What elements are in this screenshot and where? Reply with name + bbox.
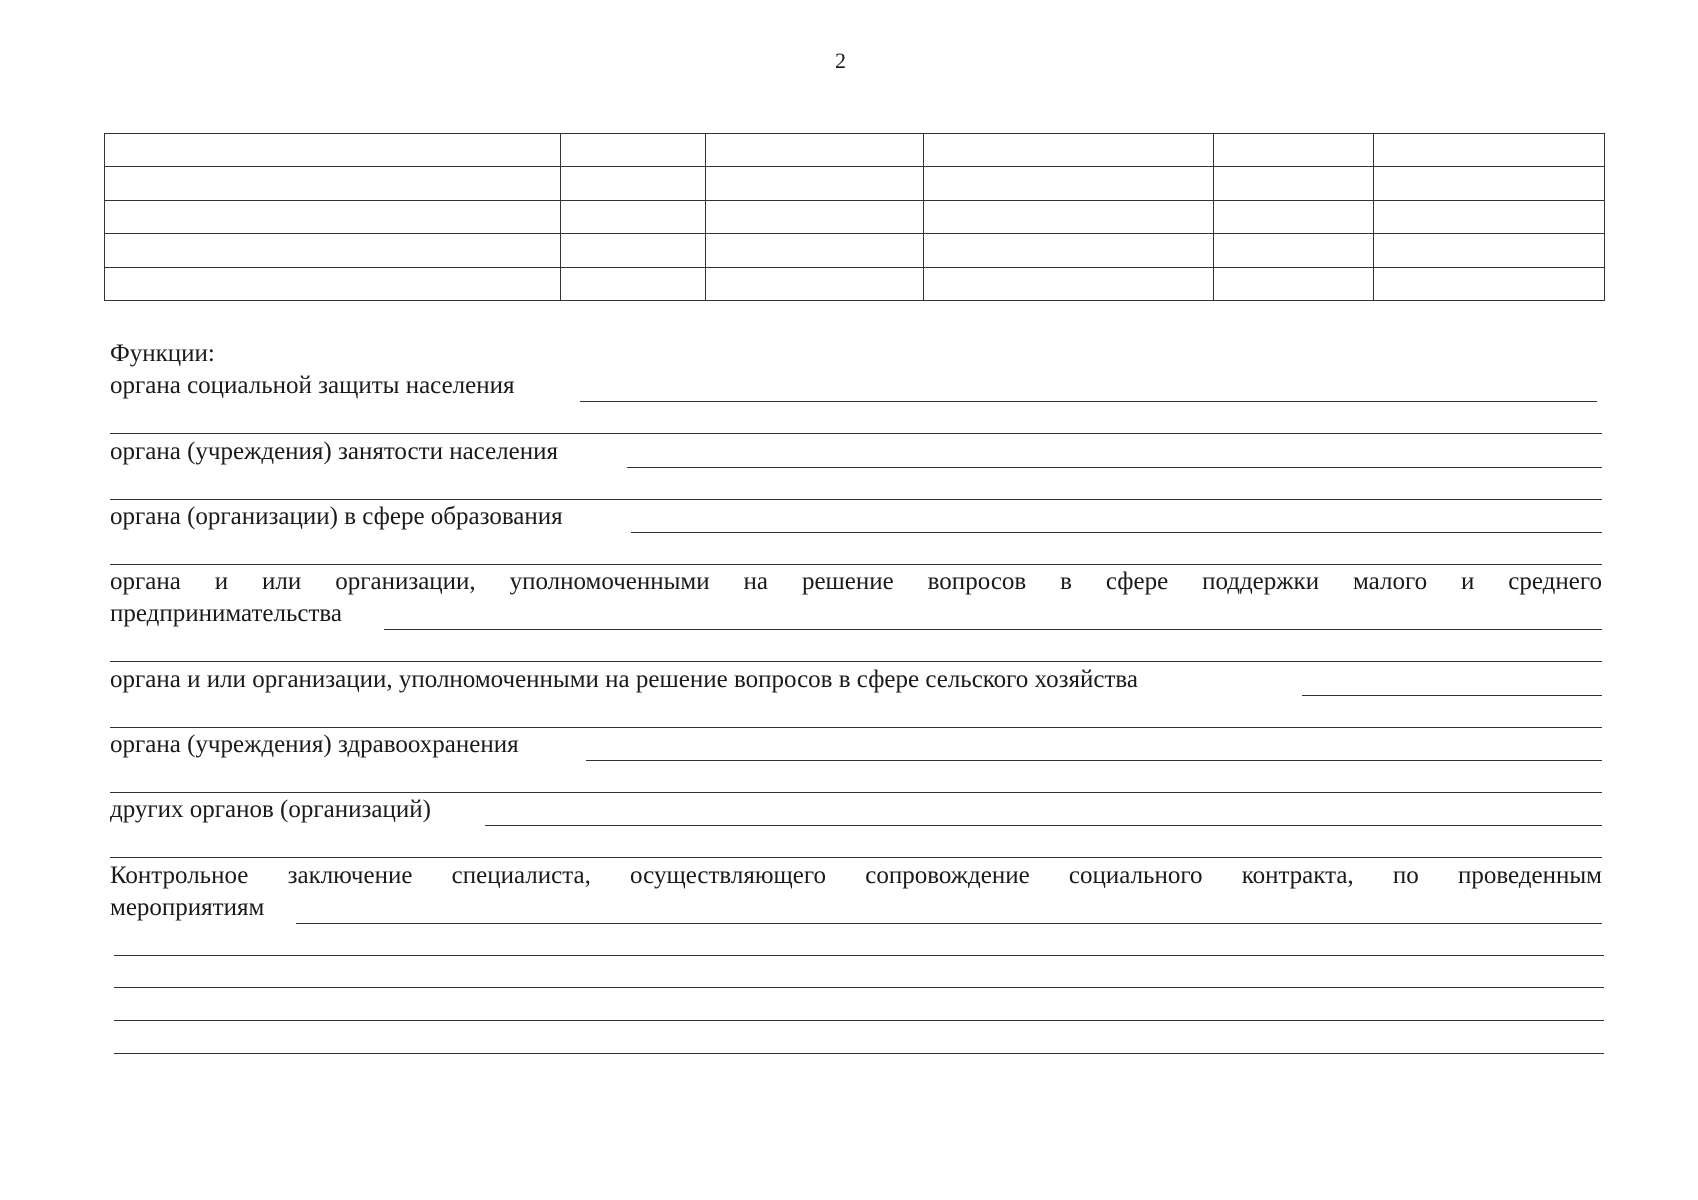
conclusion-field-line[interactable] xyxy=(296,923,1602,924)
small-business-label: органа и или организации, уполномоченными на решение вопросов в сфере поддержки малого и среднего xyxy=(110,568,1602,595)
employment-field-line[interactable] xyxy=(627,467,1602,468)
other-organisations-field-line-2[interactable] xyxy=(110,857,1602,858)
table-cell[interactable] xyxy=(561,234,706,267)
table-row xyxy=(105,134,1605,167)
table-cell[interactable] xyxy=(924,167,1214,200)
education-label: органа (организации) в сфере образования xyxy=(110,503,563,530)
table-cell[interactable] xyxy=(706,234,924,267)
table-cell[interactable] xyxy=(1374,267,1605,300)
conclusion-label-cont: мероприятиям xyxy=(110,894,265,921)
table-cell[interactable] xyxy=(1214,134,1374,167)
table-cell[interactable] xyxy=(561,200,706,233)
employment-field-line-2[interactable] xyxy=(110,499,1602,500)
functions-heading: Функции: xyxy=(110,340,215,367)
employment-label: органа (учреждения) занятости населения xyxy=(110,438,559,465)
small-business-field-line[interactable] xyxy=(384,629,1602,630)
conclusion-field-line-2[interactable] xyxy=(114,955,1604,956)
table-cell[interactable] xyxy=(105,267,561,300)
table-cell[interactable] xyxy=(105,200,561,233)
table-row xyxy=(105,167,1605,200)
table-cell[interactable] xyxy=(561,267,706,300)
table-cell[interactable] xyxy=(1214,200,1374,233)
agriculture-field-line-2[interactable] xyxy=(110,727,1602,728)
table-cell[interactable] xyxy=(706,134,924,167)
conclusion-field-line-4[interactable] xyxy=(114,1020,1604,1021)
blank-table xyxy=(104,133,1605,301)
social-protection-label: органа социальной защиты населения xyxy=(110,372,515,399)
conclusion-label: Контрольное заключение специалиста, осуществляющего сопровождение социального контракта, по проведенным xyxy=(110,862,1602,889)
table-cell[interactable] xyxy=(1374,234,1605,267)
other-organisations-label: других органов (организаций) xyxy=(110,796,431,823)
agriculture-label: органа и или организации, уполномоченными на решение вопросов в сфере сельского хозяйства xyxy=(110,666,1138,693)
healthcare-field-line[interactable] xyxy=(586,760,1602,761)
small-business-field-line-2[interactable] xyxy=(110,661,1602,662)
healthcare-field-line-2[interactable] xyxy=(110,792,1602,793)
table-cell[interactable] xyxy=(706,167,924,200)
small-business-label-cont: предпринимательства xyxy=(110,600,342,627)
education-field-line-2[interactable] xyxy=(110,564,1602,565)
page-number: 2 xyxy=(835,48,846,73)
table-cell[interactable] xyxy=(924,267,1214,300)
table-row xyxy=(105,200,1605,233)
education-field-line[interactable] xyxy=(631,532,1602,533)
table-cell[interactable] xyxy=(1214,234,1374,267)
agriculture-field-line[interactable] xyxy=(1302,695,1602,696)
table-cell[interactable] xyxy=(924,134,1214,167)
table-cell[interactable] xyxy=(1374,134,1605,167)
table-cell[interactable] xyxy=(561,167,706,200)
table-cell[interactable] xyxy=(105,134,561,167)
table-cell[interactable] xyxy=(1214,267,1374,300)
social-protection-field-line-2[interactable] xyxy=(110,433,1602,434)
table-cell[interactable] xyxy=(1374,167,1605,200)
table-cell[interactable] xyxy=(105,234,561,267)
other-organisations-field-line[interactable] xyxy=(485,825,1602,826)
table-cell[interactable] xyxy=(1214,167,1374,200)
healthcare-label: органа (учреждения) здравоохранения xyxy=(110,731,519,758)
table-row xyxy=(105,234,1605,267)
social-protection-field-line[interactable] xyxy=(580,401,1597,402)
table-cell[interactable] xyxy=(105,167,561,200)
table-cell[interactable] xyxy=(1374,200,1605,233)
table-cell[interactable] xyxy=(706,200,924,233)
conclusion-field-line-5[interactable] xyxy=(114,1053,1604,1054)
table-cell[interactable] xyxy=(924,234,1214,267)
table-row xyxy=(105,267,1605,300)
table-cell[interactable] xyxy=(706,267,924,300)
conclusion-field-line-3[interactable] xyxy=(114,987,1604,988)
table-cell[interactable] xyxy=(561,134,706,167)
table-cell[interactable] xyxy=(924,200,1214,233)
